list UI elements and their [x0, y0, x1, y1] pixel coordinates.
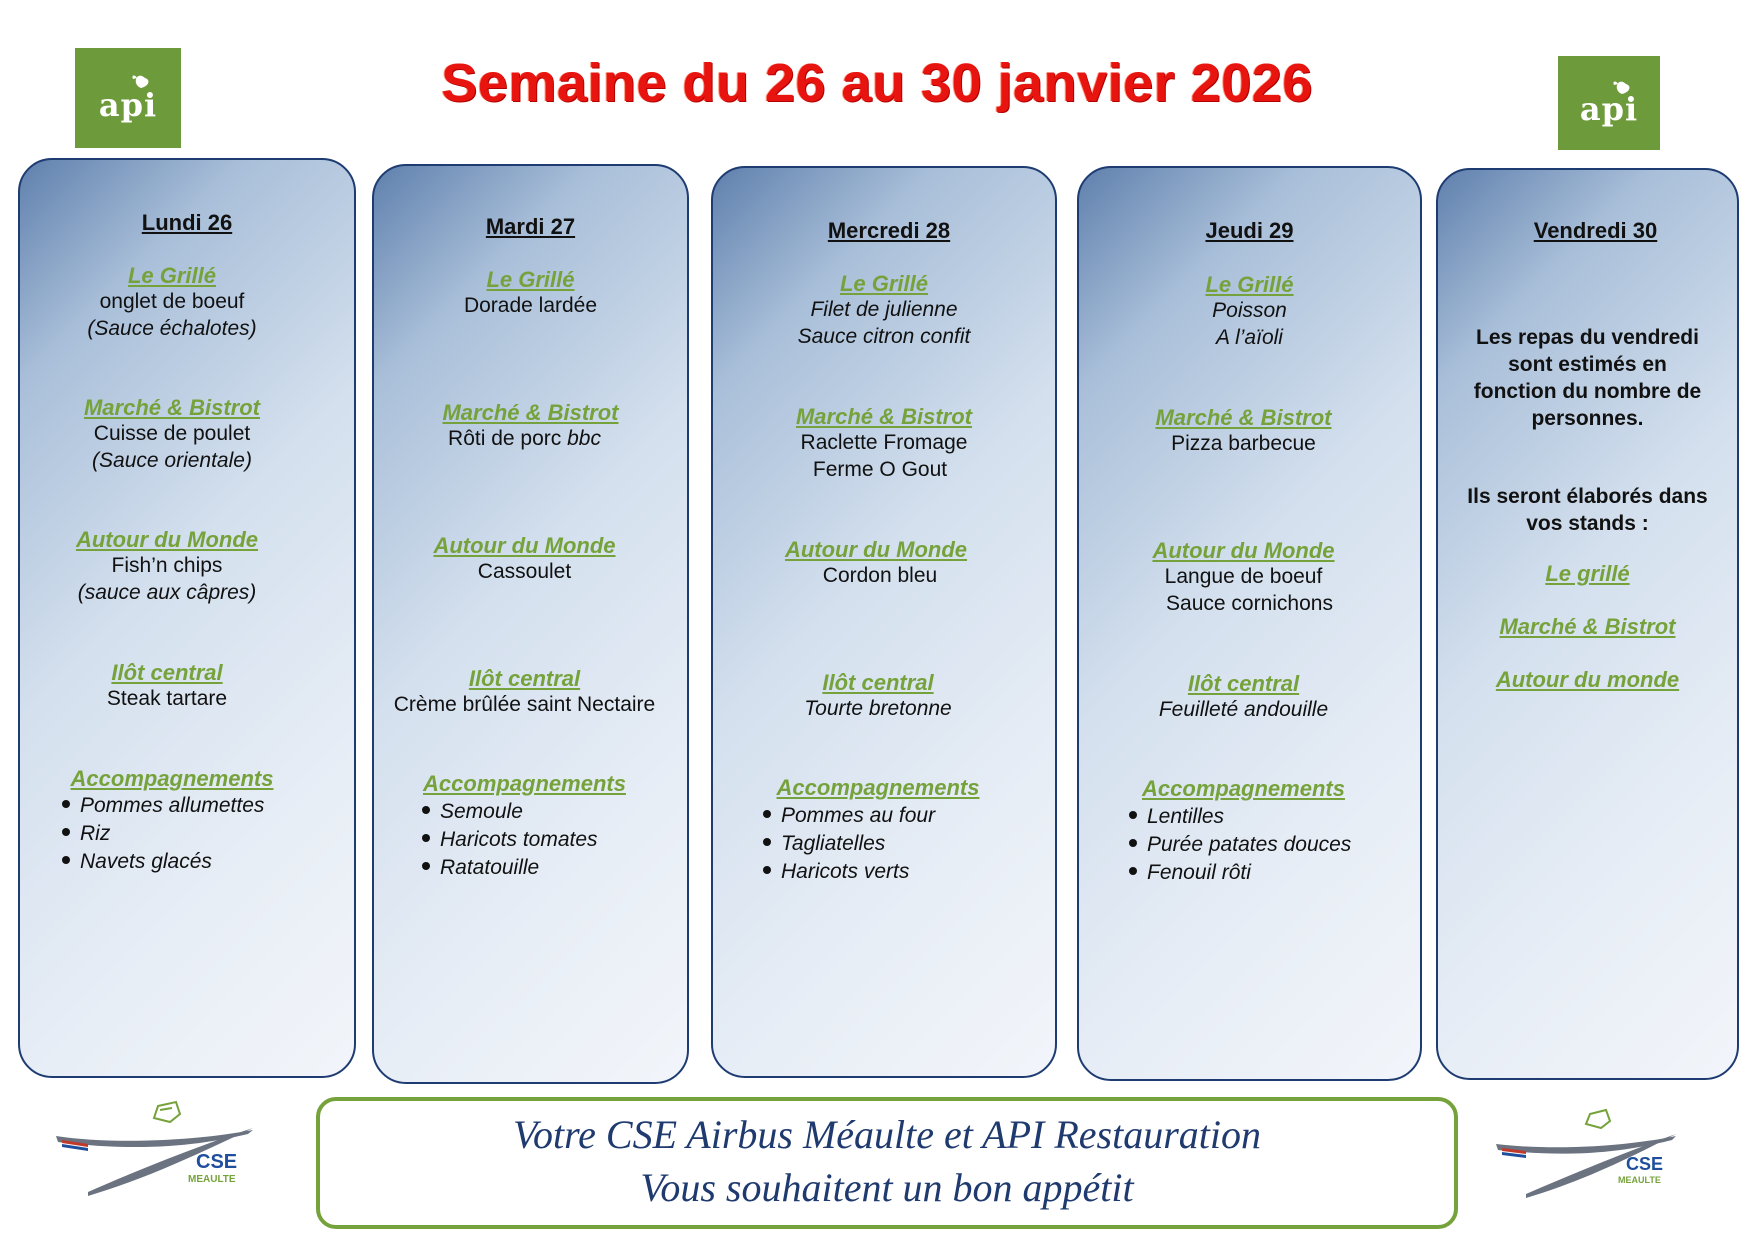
- dish-line: (Sauce orientale): [92, 449, 252, 472]
- section-marche-title: Marché & Bistrot: [83, 395, 261, 420]
- section-monde-title: Autour du Monde: [75, 527, 259, 552]
- section-marche-title: Marché & Bistrot: [1155, 405, 1332, 430]
- section-grille-title: Le Grillé: [839, 271, 929, 296]
- bullet-icon: [62, 856, 70, 864]
- section-grille-title: Le Grillé: [486, 267, 575, 292]
- day-title: Jeudi 29: [1205, 218, 1294, 243]
- section-ilot-title: Ilôt central: [1187, 671, 1300, 696]
- bullet-icon: [1129, 839, 1137, 847]
- day-column-wednesday: [711, 166, 1057, 1078]
- dish-line: Dorade lardée: [463, 294, 598, 317]
- api-logo-text: api: [98, 86, 158, 124]
- section-accompagnements-title: Accompagnements: [423, 771, 626, 796]
- section-ilot-title: Ilôt central: [111, 660, 223, 685]
- dish-line: Sauce citron confit: [797, 325, 971, 348]
- friday-info-text: Les repas du vendredi sont estimés en fonction du nombre de personnes.: [1473, 326, 1702, 430]
- section-monde-title: Autour du Monde: [784, 537, 968, 562]
- dish-line: Cassoulet: [477, 560, 572, 583]
- list-item: Semoule: [422, 798, 598, 826]
- accompagnements-list: [763, 802, 935, 886]
- list-item: Riz: [62, 820, 264, 848]
- list-item: Haricots verts: [763, 858, 935, 886]
- bullet-icon: [422, 806, 430, 814]
- dish-line: (Sauce échalotes): [87, 317, 257, 340]
- dish-line: Poisson: [1212, 299, 1287, 322]
- bullet-icon: [422, 834, 430, 842]
- dish-line: A l’aïoli: [1216, 326, 1283, 349]
- bullet-icon: [62, 800, 70, 808]
- day-column-thursday: [1077, 166, 1422, 1081]
- section-ilot-title: Ilôt central: [822, 670, 934, 695]
- dish-line: Rôti de porc bbc: [448, 427, 601, 450]
- section-marche-title: Marché & Bistrot: [442, 400, 619, 425]
- friday-stand-grille: Le grillé: [1545, 561, 1630, 586]
- section-grille-title: Le Grillé: [1205, 272, 1294, 297]
- dish-line: Ferme O Gout: [812, 458, 948, 481]
- list-item: Fenouil rôti: [1129, 859, 1351, 887]
- api-logo-right: [1558, 56, 1660, 150]
- list-item: Navets glacés: [62, 848, 264, 876]
- dish-line: Tourte bretonne: [804, 697, 952, 720]
- list-item: Tagliatelles: [763, 830, 935, 858]
- day-title: Mardi 27: [485, 214, 576, 239]
- footer-message-box: [316, 1097, 1458, 1229]
- dish-line: Filet de julienne: [810, 298, 958, 321]
- dish-line: onglet de boeuf: [99, 290, 245, 313]
- day-column-tuesday: [372, 164, 689, 1084]
- dish-line: Cuisse de poulet: [93, 422, 251, 445]
- list-item: Pommes allumettes: [62, 792, 264, 820]
- airplane-logo-icon: [1490, 1108, 1680, 1204]
- list-item: Ratatouille: [422, 854, 598, 882]
- cse-logo-subtext: MEAULTE: [188, 1174, 236, 1185]
- day-column-monday: [18, 158, 356, 1078]
- airplane-logo-icon: [48, 1100, 258, 1204]
- dish-line: Fish’n chips: [111, 554, 223, 577]
- dish-line: (sauce aux câpres): [77, 581, 257, 604]
- api-logo-text: api: [1579, 90, 1639, 128]
- footer-line-1: Votre CSE Airbus Méaulte et API Restauration: [512, 1112, 1262, 1157]
- accompagnements-list: [62, 792, 264, 876]
- bullet-icon: [763, 866, 771, 874]
- footer-line-2: Vous souhaitent un bon appétit: [640, 1165, 1134, 1210]
- day-title: Vendredi 30: [1533, 218, 1658, 243]
- bullet-icon: [763, 838, 771, 846]
- dish-line: Steak tartare: [106, 687, 228, 710]
- day-column-friday: [1436, 168, 1739, 1080]
- list-item: Purée patates douces: [1129, 831, 1351, 859]
- bullet-icon: [763, 810, 771, 818]
- bullet-icon: [1129, 867, 1137, 875]
- page-title: Semaine du 26 au 30 janvier 2026: [441, 53, 1313, 113]
- bullet-icon: [1129, 811, 1137, 819]
- dish-line: Pizza barbecue: [1171, 432, 1316, 455]
- section-accompagnements-title: Accompagnements: [1142, 776, 1345, 801]
- dish-line: Langue de boeuf: [1164, 565, 1323, 588]
- dish-line: Feuilleté andouille: [1158, 698, 1329, 721]
- dish-line: Cordon bleu: [822, 564, 938, 587]
- cse-logo-subtext: MEAULTE: [1618, 1175, 1661, 1185]
- section-accompagnements-title: Accompagnements: [776, 775, 980, 800]
- list-item: Haricots tomates: [422, 826, 598, 854]
- dish-line: Crème brûlée saint Nectaire: [393, 693, 656, 716]
- friday-stand-marche: Marché & Bistrot: [1499, 614, 1676, 639]
- cse-logo-text: CSE: [196, 1151, 238, 1173]
- bullet-icon: [62, 828, 70, 836]
- friday-stand-monde: Autour du monde: [1495, 667, 1680, 692]
- dish-line: Sauce cornichons: [1166, 592, 1333, 615]
- friday-stands-text: Ils seront élaborés dans vos stands :: [1467, 485, 1708, 535]
- day-title: Lundi 26: [141, 210, 233, 235]
- section-grille-title: Le Grillé: [127, 263, 217, 288]
- cse-logo-text: CSE: [1626, 1154, 1664, 1174]
- section-monde-title: Autour du Monde: [433, 533, 616, 558]
- section-marche-title: Marché & Bistrot: [795, 404, 973, 429]
- dish-line: Raclette Fromage: [800, 431, 968, 454]
- day-title: Mercredi 28: [827, 218, 951, 243]
- list-item: Lentilles: [1129, 803, 1351, 831]
- section-accompagnements-title: Accompagnements: [70, 766, 274, 791]
- cse-logo-right: [1490, 1108, 1680, 1204]
- section-monde-title: Autour du Monde: [1152, 538, 1335, 563]
- accompagnements-list: [422, 798, 598, 882]
- cse-logo-left: [48, 1100, 258, 1204]
- section-ilot-title: Ilôt central: [468, 666, 581, 691]
- bullet-icon: [422, 862, 430, 870]
- accompagnements-list: [1129, 803, 1351, 887]
- list-item: Pommes au four: [763, 802, 935, 830]
